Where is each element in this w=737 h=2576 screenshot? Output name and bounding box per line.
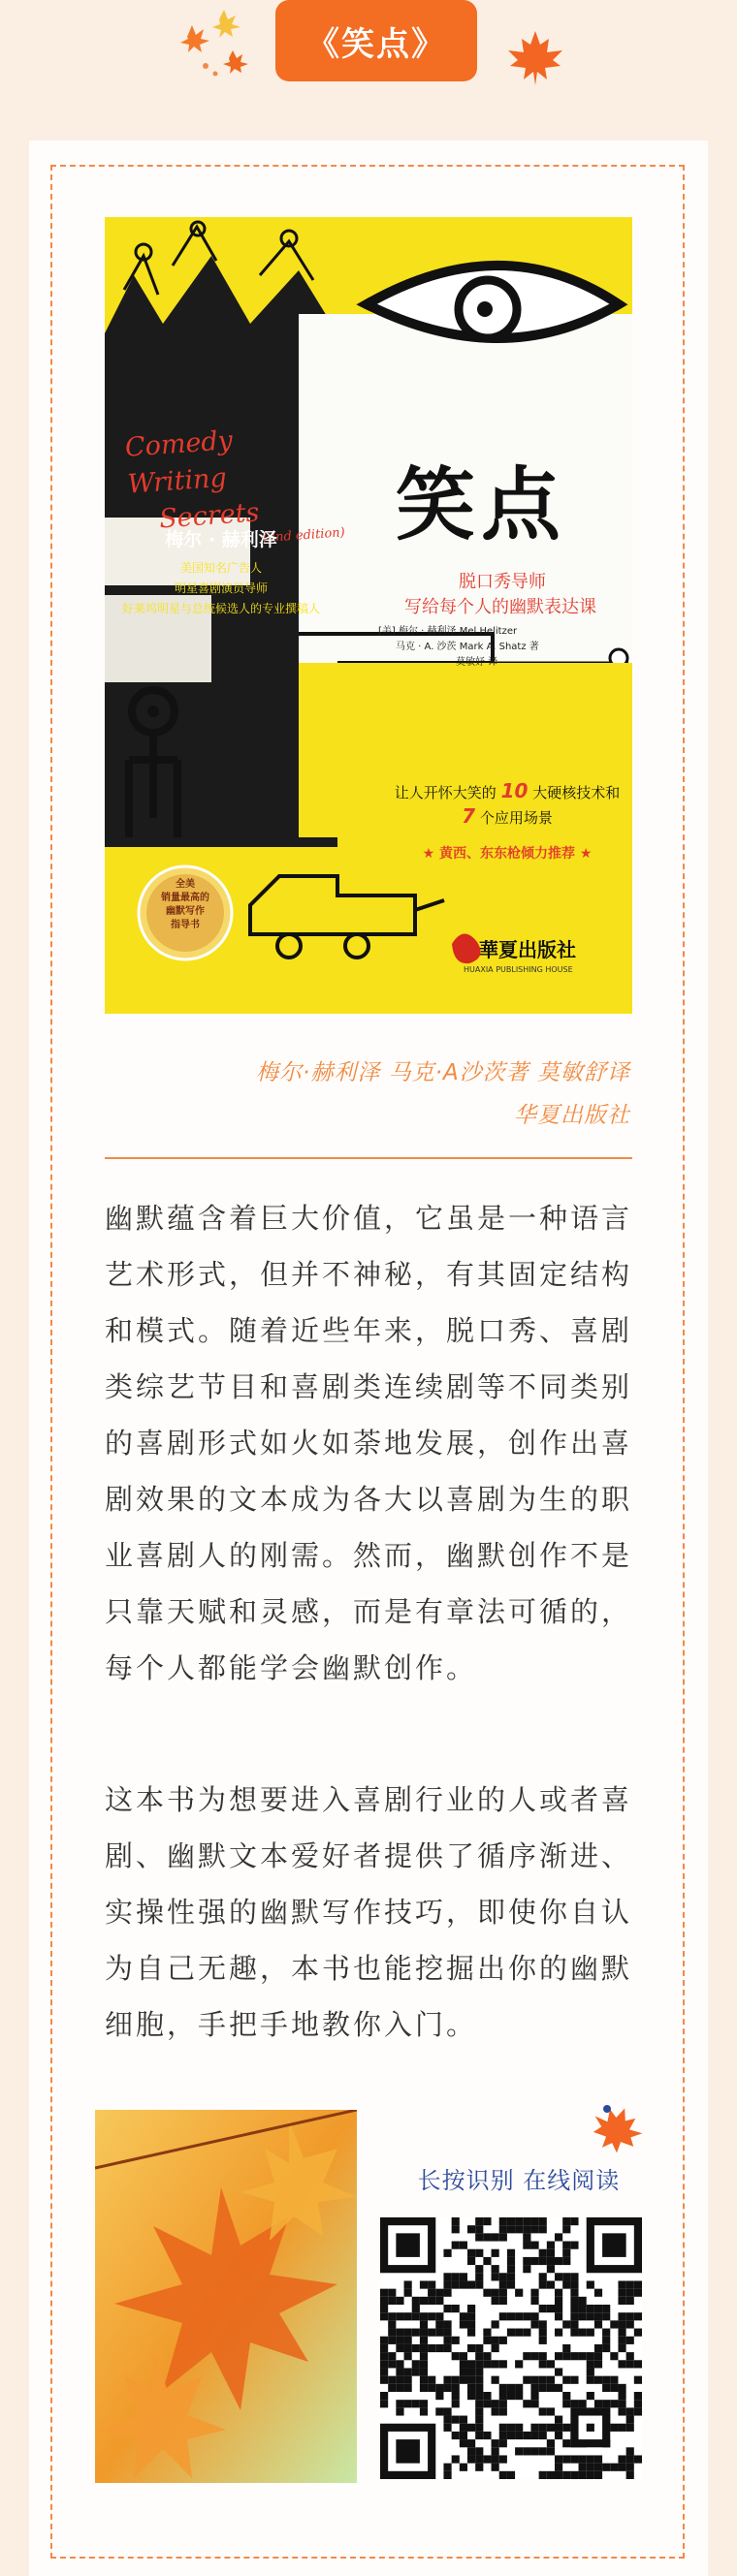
cover-badge-line-4: 指导书 [171, 920, 200, 930]
cover-credit-author-2: 马克 · A. 沙茨 Mark A. Shatz [396, 642, 527, 652]
maple-leaf-icon [504, 29, 566, 87]
book-authors: 梅尔·赫利泽 马克·A沙茨著 莫敏舒译 [256, 1060, 630, 1085]
cover-credits [378, 624, 539, 671]
cover-credit-country: [美] [378, 626, 396, 637]
book-cover[interactable] [105, 217, 632, 1014]
intro-paragraph-2: 这本书为想要进入喜剧行业的人或者喜剧、幽默文本爱好者提供了循序渐进、实操性强的幽默写作技巧，即使你自认为自己无趣，本书也能挖掘出你的幽默细胞，手把手地教你入门。 [105, 1783, 633, 2041]
cover-credit-translator: 莫敏妤 译 [456, 657, 498, 668]
cover-tagline [386, 779, 628, 830]
cover-credit-author-suffix: 著 [529, 642, 539, 652]
cover-author-bio-3: 好莱坞明星与总统候选人的专业撰稿人 [121, 602, 320, 615]
cover-main-title: 笑点 [396, 458, 567, 551]
maple-leaf-photo [95, 2110, 357, 2483]
cover-publisher-cn: 華夏出版社 [479, 938, 576, 961]
intro-paragraph-1: 幽默蕴含着巨大价值，它虽是一种语言艺术形式，但并不神秘，有其固定结构和模式。随着近些年来，脱口秀、喜剧类综艺节目和喜剧类连续剧等不同类别的喜剧形式如火如荼地发展，创作出喜剧效果的文本成为各大以喜剧为生的职业喜剧人的刚需。然而，幽默创作不是只靠天赋和灵感，而是有章法可循的，每个人都能学会幽默创作。 [105, 1202, 633, 1684]
cover-edition: (2nd edition) [262, 525, 346, 547]
cover-recommend: ★ 黄西、东东枪倾力推荐 ★ [422, 846, 593, 862]
cover-tagline-part-3: 个应用场景 [479, 809, 553, 827]
cover-script-title-line-2: Secrets [158, 497, 261, 535]
cover-publisher-en: HUAXIA PUBLISHING HOUSE [464, 965, 573, 974]
cover-tagline-num-2: 7 [462, 804, 476, 828]
maple-leaves-left-decoration [173, 8, 260, 85]
cover-subtitle-1: 脱口秀导师 [459, 572, 546, 592]
cover-badge-line-3: 幽默写作 [166, 906, 205, 917]
cover-subtitle-2: 写给每个人的幽默表达课 [404, 597, 596, 617]
qr-code-graphic [380, 2217, 642, 2479]
cover-badge [146, 878, 224, 932]
cover-badge-line-1: 全美 [176, 879, 195, 890]
book-publisher: 华夏出版社 [514, 1103, 630, 1128]
page-title: 《笑点》 [275, 0, 477, 81]
cover-tagline-num-1: 10 [500, 779, 529, 802]
maple-leaf-icon [588, 2101, 644, 2159]
cover-author-block [105, 525, 337, 616]
cover-author-bio-2: 明星喜剧演员导师 [174, 581, 268, 595]
divider [105, 1157, 632, 1159]
cover-author-name: 梅尔 · 赫利泽 [165, 529, 277, 550]
scan-to-read-label: 长按识别 在线阅读 [417, 2167, 621, 2194]
qr-code-icon[interactable] [380, 2217, 642, 2479]
cover-badge-line-2: 销量最高的 [161, 893, 209, 903]
cover-author-bio-1: 美国知名广告人 [179, 561, 262, 575]
cover-tagline-part-1: 让人开怀大笑的 [394, 784, 497, 801]
cover-tagline-part-2: 大硬核技术和 [532, 784, 621, 801]
cover-credit-author-1: 梅尔 · 赫利泽 Mel Helitzer [399, 626, 518, 637]
cover-script-title-line-1: Comedy Writing [123, 425, 234, 500]
